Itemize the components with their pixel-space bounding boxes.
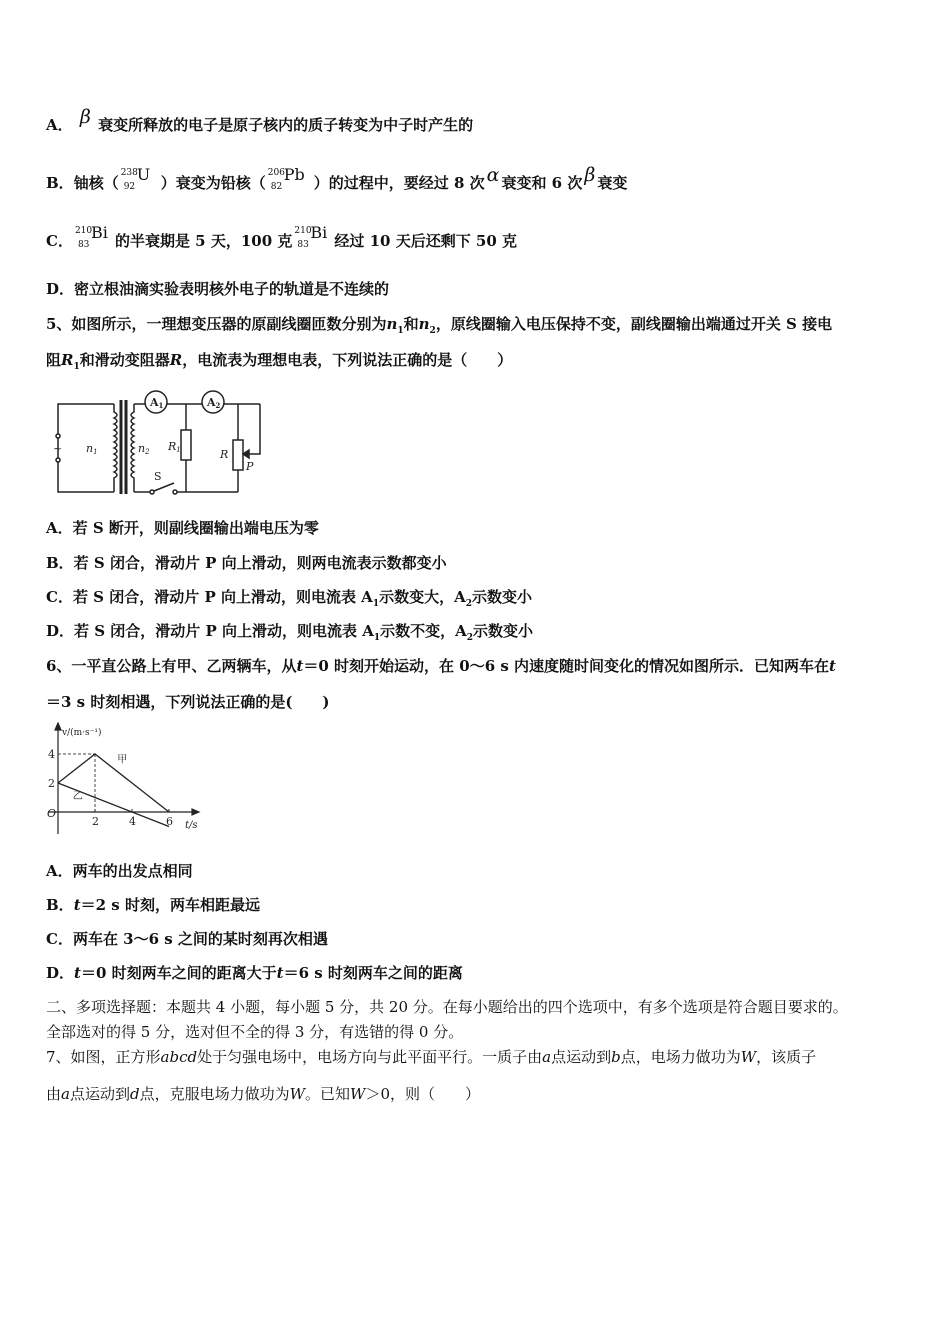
origin-label: O	[47, 807, 57, 820]
x-tick-label: 2	[92, 815, 99, 828]
y-tick-label: 4	[48, 748, 55, 761]
lead-nuclide: 206 82 Pb	[267, 165, 305, 192]
q4-option-b: B．铀核（ 238 92 U ）衰变为铅核（ 206 82 Pb ）的过程中，要经过 8 次 α 衰变和 6 次 β 衰变	[46, 164, 628, 192]
y-axis-label: v/(m·s⁻¹)	[62, 728, 102, 738]
q5-stem-line2: 阻$R_1$和滑动变阻器R，电流表为理想电表，下列说法正确的是（ ）	[46, 351, 513, 372]
beta-symbol: β	[79, 106, 91, 128]
x-tick-label: 4	[129, 815, 136, 828]
switch-terminal	[150, 490, 154, 494]
velocity-time-chart	[44, 722, 214, 834]
q5-option-d: D．若 S 闭合，滑动片 P 向上滑动，则电流表 $A_1$示数不变，$A_2$示数变小	[46, 622, 534, 643]
a2-label: A2	[207, 396, 221, 410]
q5-stem-line1: 5、如图所示，一理想变压器的原副线圈匝数分别为$n_1$和$n_2$，原线圈输入电压保持不变，副线圈输出端通过开关 S 接电	[46, 315, 833, 336]
beta-symbol: β	[584, 164, 596, 186]
series-line-1	[58, 754, 169, 812]
r-label: R	[220, 448, 229, 461]
slider-arrow	[243, 450, 249, 458]
q6-stem-line2: ＝3 s 时刻相遇，下列说法正确的是( )	[46, 693, 330, 711]
ac-source-terminal	[56, 458, 60, 462]
q4-option-a: A． β 衰变所释放的电子是原子核内的质子转变为中子时产生的	[46, 106, 474, 134]
x-axis-arrow	[192, 809, 199, 815]
q6-option-a: A．两车的出发点相同	[46, 862, 193, 880]
primary-coil	[114, 404, 117, 492]
switch-terminal	[173, 490, 177, 494]
y-tick-label: 2	[48, 777, 55, 790]
q5-option-c: C．若 S 闭合，滑动片 P 向上滑动，则电流表 $A_1$示数变大，$A_2$示数变小	[46, 588, 532, 609]
rheostat-r	[233, 440, 243, 470]
bismuth-nuclide: 210 83 Bi	[294, 223, 328, 250]
r1-label: R1	[168, 440, 181, 454]
x-tick-label: 6	[166, 815, 173, 828]
secondary-coil	[131, 404, 134, 492]
switch-s	[154, 483, 174, 491]
q6-option-b: B．t＝2 s 时刻，两车相距最远	[46, 896, 260, 914]
q5-option-a: A．若 S 断开，则副线圈输出端电压为零	[46, 519, 319, 537]
n1-label: n1	[86, 442, 98, 456]
section2-heading-line1: 二、多项选择题：本题共 4 小题，每小题 5 分，共 20 分。在每小题给出的四个选项中，有多个选项是符合题目要求的。	[46, 998, 848, 1016]
q6-stem-line1: 6、一平直公路上有甲、乙两辆车，从t＝0 时刻开始运动，在 0～6 s 内速度随时间变化的情况如图所示．已知两车在t	[46, 657, 836, 675]
q4-option-d: D．密立根油滴实验表明核外电子的轨道是不连续的	[46, 280, 390, 298]
series-label-yi: 乙	[72, 790, 83, 802]
series-line-2	[58, 783, 169, 827]
y-axis-arrow	[55, 723, 61, 730]
bismuth-nuclide: 210 83 Bi	[74, 223, 108, 250]
q4-option-c: C． 210 83 Bi 的半衰期是 5 天，100 克 210 83 Bi 经过 10 天后还剩下 50 克	[46, 223, 518, 250]
p-label: P	[246, 460, 254, 473]
a1-label: A1	[150, 396, 164, 410]
s-label: S	[154, 470, 162, 483]
resistor-r1	[181, 430, 191, 460]
q6-option-d: D．t＝0 时刻两车之间的距离大于t＝6 s 时刻两车之间的距离	[46, 964, 463, 982]
ac-symbol: ~	[53, 442, 63, 455]
q5-option-b: B．若 S 闭合，滑动片 P 向上滑动，则两电流表示数都变小	[46, 554, 447, 572]
series-label-jia: 甲	[117, 754, 128, 766]
uranium-nuclide: 238 92 U	[120, 165, 151, 192]
ac-source-terminal	[56, 434, 60, 438]
alpha-symbol: α	[486, 164, 500, 186]
q7-stem-line2: 由a点运动到d点，克服电场力做功为W。已知W＞0，则（ ）	[46, 1085, 481, 1103]
x-axis-label: t/s	[185, 820, 198, 831]
section2-heading-line2: 全部选对的得 5 分，选对但不全的得 3 分，有选错的得 0 分。	[46, 1023, 464, 1041]
transformer-circuit-figure	[50, 388, 270, 498]
q7-stem-line1: 7、如图，正方形abcd处于匀强电场中，电场方向与此平面平行。一质子由a点运动到b点，电场力做功为W，该质子	[46, 1048, 817, 1066]
slider-wire	[247, 404, 260, 454]
q6-option-c: C．两车在 3～6 s 之间的某时刻再次相遇	[46, 930, 328, 948]
n2-label: n2	[138, 442, 150, 456]
